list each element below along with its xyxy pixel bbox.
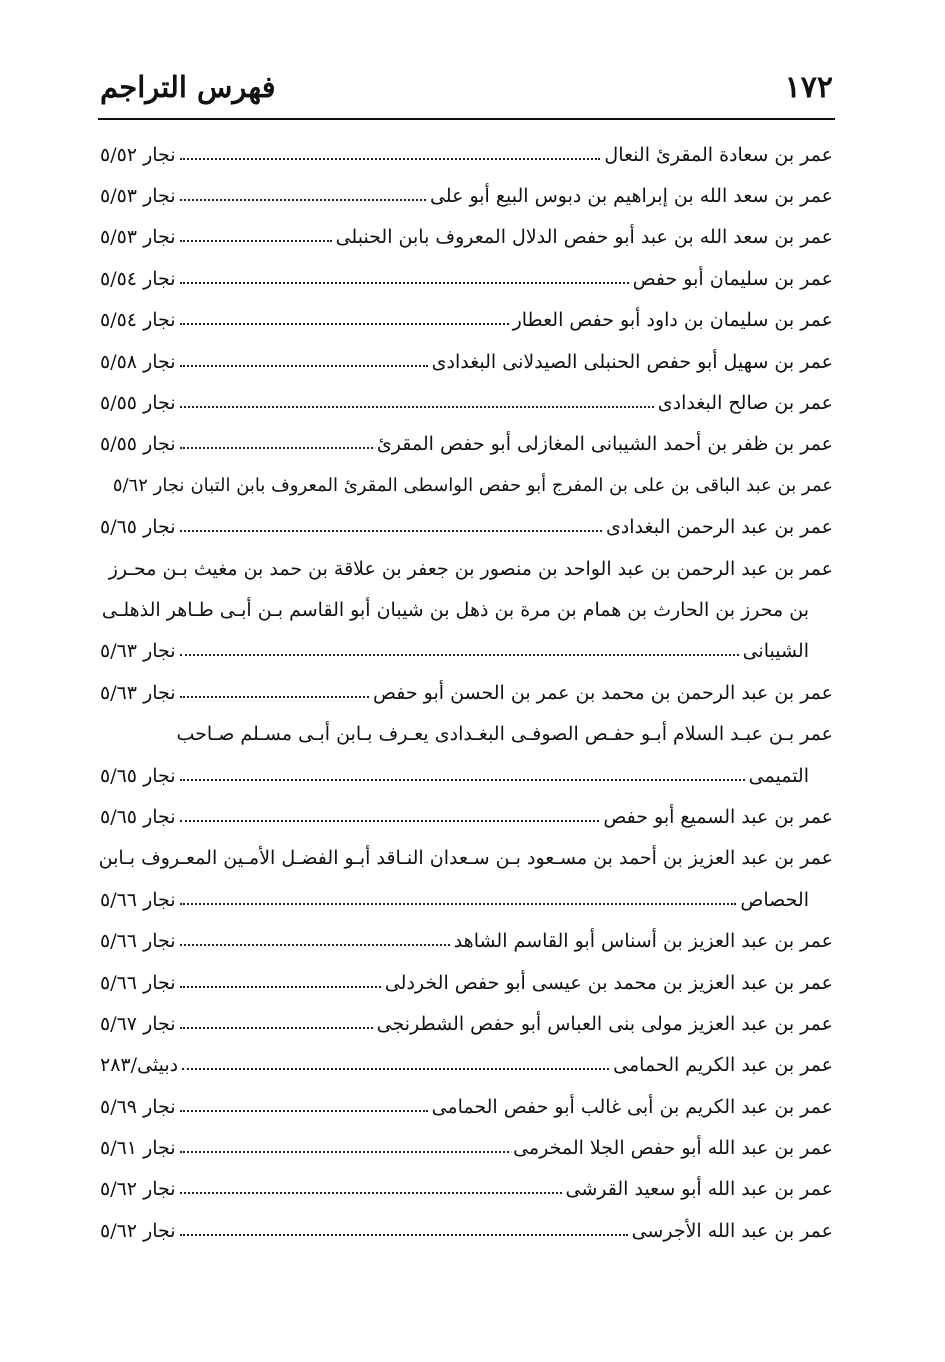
entry-name-line: عمر بـن عبـد السلام أبـو حفـص الصوفـى البغـدادى يعـرف بـابن أبـى مسـلم صـاحب xyxy=(176,723,833,746)
biography-index-list xyxy=(100,134,833,1252)
entry-name: عمر بن عبد الله أبو سعيد القرشى xyxy=(565,1178,833,1201)
dot-leader xyxy=(180,1192,562,1194)
entry-reference: نجار ٥/٦٥ xyxy=(100,516,176,539)
index-entry xyxy=(100,672,833,713)
entry-reference: نجار ٥/٦٣ xyxy=(100,640,176,663)
index-entry-line xyxy=(100,879,833,920)
entry-name: عمر بن عبد الرحمن البغدادى xyxy=(605,516,833,539)
entry-reference: نجار ٥/٦٧ xyxy=(100,1012,176,1035)
entry-reference: نجار ٥/٥٢ xyxy=(100,143,176,166)
entry-reference: نجار ٥/٦٩ xyxy=(100,1095,176,1118)
dot-leader xyxy=(180,1234,628,1236)
index-entry-line xyxy=(100,755,833,796)
dot-leader xyxy=(180,1027,373,1029)
dot-leader xyxy=(180,654,739,656)
dot-leader xyxy=(180,199,426,201)
index-entry xyxy=(100,217,833,258)
dot-leader xyxy=(180,986,381,988)
entry-name: عمر بن عبد العزيز بن أسناس أبو القاسم الشاهد xyxy=(453,930,833,953)
entry-reference: نجار ٥/٦٢ xyxy=(112,475,185,497)
entry-reference: نجار ٥/٥٨ xyxy=(100,350,176,373)
entry-name: عمر بن عبد العزيز بن محمد بن عيسى أبو حفص الخردلى xyxy=(384,971,833,994)
index-entry xyxy=(100,1003,833,1044)
entry-name: عمر بن صالح البغدادى xyxy=(657,392,833,415)
entry-name: عمر بن سعد الله بن إبراهيم بن دبوس البيع أبو على xyxy=(429,185,833,208)
index-entry-line xyxy=(100,713,833,754)
dot-leader xyxy=(182,1068,609,1070)
entry-reference: نجار ٥/٦٢ xyxy=(100,1219,176,1242)
dot-leader xyxy=(180,820,600,822)
index-entry xyxy=(100,300,833,341)
index-entry xyxy=(100,258,833,299)
dot-leader xyxy=(180,1110,428,1112)
index-entry xyxy=(100,341,833,382)
entry-name-line: بن محرز بن الحارث بن همام بن مرة بن ذهل بن شيبان أبو القاسم بـن أبـى طـاهر الذهلـى xyxy=(101,598,809,621)
entry-reference: نجار ٥/٦٦ xyxy=(100,930,176,953)
entry-name: عمر بن عبد العزيز مولى بنى العباس أبو حفص الشطرنجى xyxy=(376,1012,833,1035)
entry-reference: نجار ٥/٥٤ xyxy=(100,267,176,290)
entry-name-line: الشيبانى xyxy=(742,640,809,663)
entry-reference: نجار ٥/٥٤ xyxy=(100,309,176,332)
dot-leader xyxy=(180,282,629,284)
index-entry-line xyxy=(100,548,833,589)
entry-reference: دبيثى/٢٨٣ xyxy=(100,1054,179,1077)
index-entry xyxy=(100,382,833,423)
entry-name: عمر بن سليمان أبو حفص xyxy=(632,267,833,290)
index-entry xyxy=(100,175,833,216)
entry-reference: نجار ٥/٦١ xyxy=(100,1137,176,1160)
index-entry xyxy=(100,507,833,548)
index-entry xyxy=(100,1169,833,1210)
index-entry xyxy=(100,424,833,465)
dot-leader xyxy=(180,158,601,160)
index-entry xyxy=(100,920,833,961)
index-entry xyxy=(100,465,833,506)
entry-reference: نجار ٥/٥٥ xyxy=(100,392,176,415)
entry-name: عمر بن عبد الكريم بن أبى غالب أبو حفص الحمامى xyxy=(431,1095,833,1118)
dot-leader xyxy=(180,903,737,905)
index-entry xyxy=(100,134,833,175)
dot-leader xyxy=(180,406,654,408)
header-rule xyxy=(98,118,835,120)
entry-name: عمر بن ظفر بن أحمد الشيبانى المغازلى أبو حفص المقرئ xyxy=(376,433,833,456)
entry-name-line: الحصاص xyxy=(740,888,809,911)
index-entry xyxy=(100,1210,833,1251)
entry-reference: نجار ٥/٦٥ xyxy=(100,805,176,828)
entry-reference: نجار ٥/٦٦ xyxy=(100,971,176,994)
index-entry xyxy=(100,1045,833,1086)
dot-leader xyxy=(180,447,373,449)
dot-leader xyxy=(180,779,745,781)
entry-name: عمر بن عبد الباقى بن على بن المفرج أبو حفص الواسطى المقرئ المعروف بابن التبان xyxy=(190,475,833,497)
entry-name-line: عمر بن عبد العزيز بن أحمد بن مسـعود بـن سـعدان النـاقد أبـو الفضـل الأمـين المعـروف بـابن xyxy=(98,847,833,870)
entry-reference: نجار ٥/٦٦ xyxy=(100,888,176,911)
entry-reference: نجار ٥/٦٢ xyxy=(100,1178,176,1201)
entry-name: عمر بن سليمان بن داود أبو حفص العطار xyxy=(512,309,833,332)
entry-reference: نجار ٥/٥٥ xyxy=(100,433,176,456)
entry-name: عمر بن سهيل أبو حفص الحنبلى الصيدلانى البغدادى xyxy=(431,350,833,373)
dot-leader xyxy=(180,365,428,367)
entry-name-line: التميمى xyxy=(748,764,809,787)
entry-reference: نجار ٥/٥٣ xyxy=(100,226,176,249)
dot-leader xyxy=(180,944,450,946)
entry-name: عمر بن عبد الكريم الحمامى xyxy=(613,1054,833,1077)
entry-reference: نجار ٥/٥٣ xyxy=(100,185,176,208)
entry-name: عمر بن عبد الله الأجرسى xyxy=(631,1219,833,1242)
entry-name: عمر بن عبد الرحمن بن محمد بن عمر بن الحسن أبو حفص xyxy=(373,681,833,704)
entry-reference: نجار ٥/٦٣ xyxy=(100,681,176,704)
page-number: ١٧٢ xyxy=(784,69,833,105)
index-entry xyxy=(100,1086,833,1127)
dot-leader xyxy=(180,696,369,698)
dot-leader xyxy=(180,1151,509,1153)
index-entry-line xyxy=(100,838,833,879)
dot-leader xyxy=(180,530,602,532)
entry-name: عمر بن سعد الله بن عبد أبو حفص الدلال المعروف بابن الحنبلى xyxy=(335,226,833,249)
index-entry-line xyxy=(100,631,833,672)
index-entry-line xyxy=(100,589,833,630)
running-title: فهرس التراجم xyxy=(100,70,276,104)
dot-leader xyxy=(180,240,332,242)
dot-leader xyxy=(180,323,509,325)
entry-name-line: عمر بن عبد الرحمن بن عبد الواحد بن منصور بن جعفر بن علاقة بن حمد بن مغيث بـن محـرز xyxy=(108,557,833,580)
entry-reference: نجار ٥/٦٥ xyxy=(100,764,176,787)
index-entry xyxy=(100,962,833,1003)
index-entry xyxy=(100,1127,833,1168)
index-entry xyxy=(100,796,833,837)
entry-name: عمر بن سعادة المقرئ النعال xyxy=(604,143,833,166)
page-header xyxy=(100,62,833,112)
entry-name: عمر بن عبد السميع أبو حفص xyxy=(603,805,833,828)
entry-name: عمر بن عبد الله أبو حفص الجلا المخرمى xyxy=(513,1137,833,1160)
